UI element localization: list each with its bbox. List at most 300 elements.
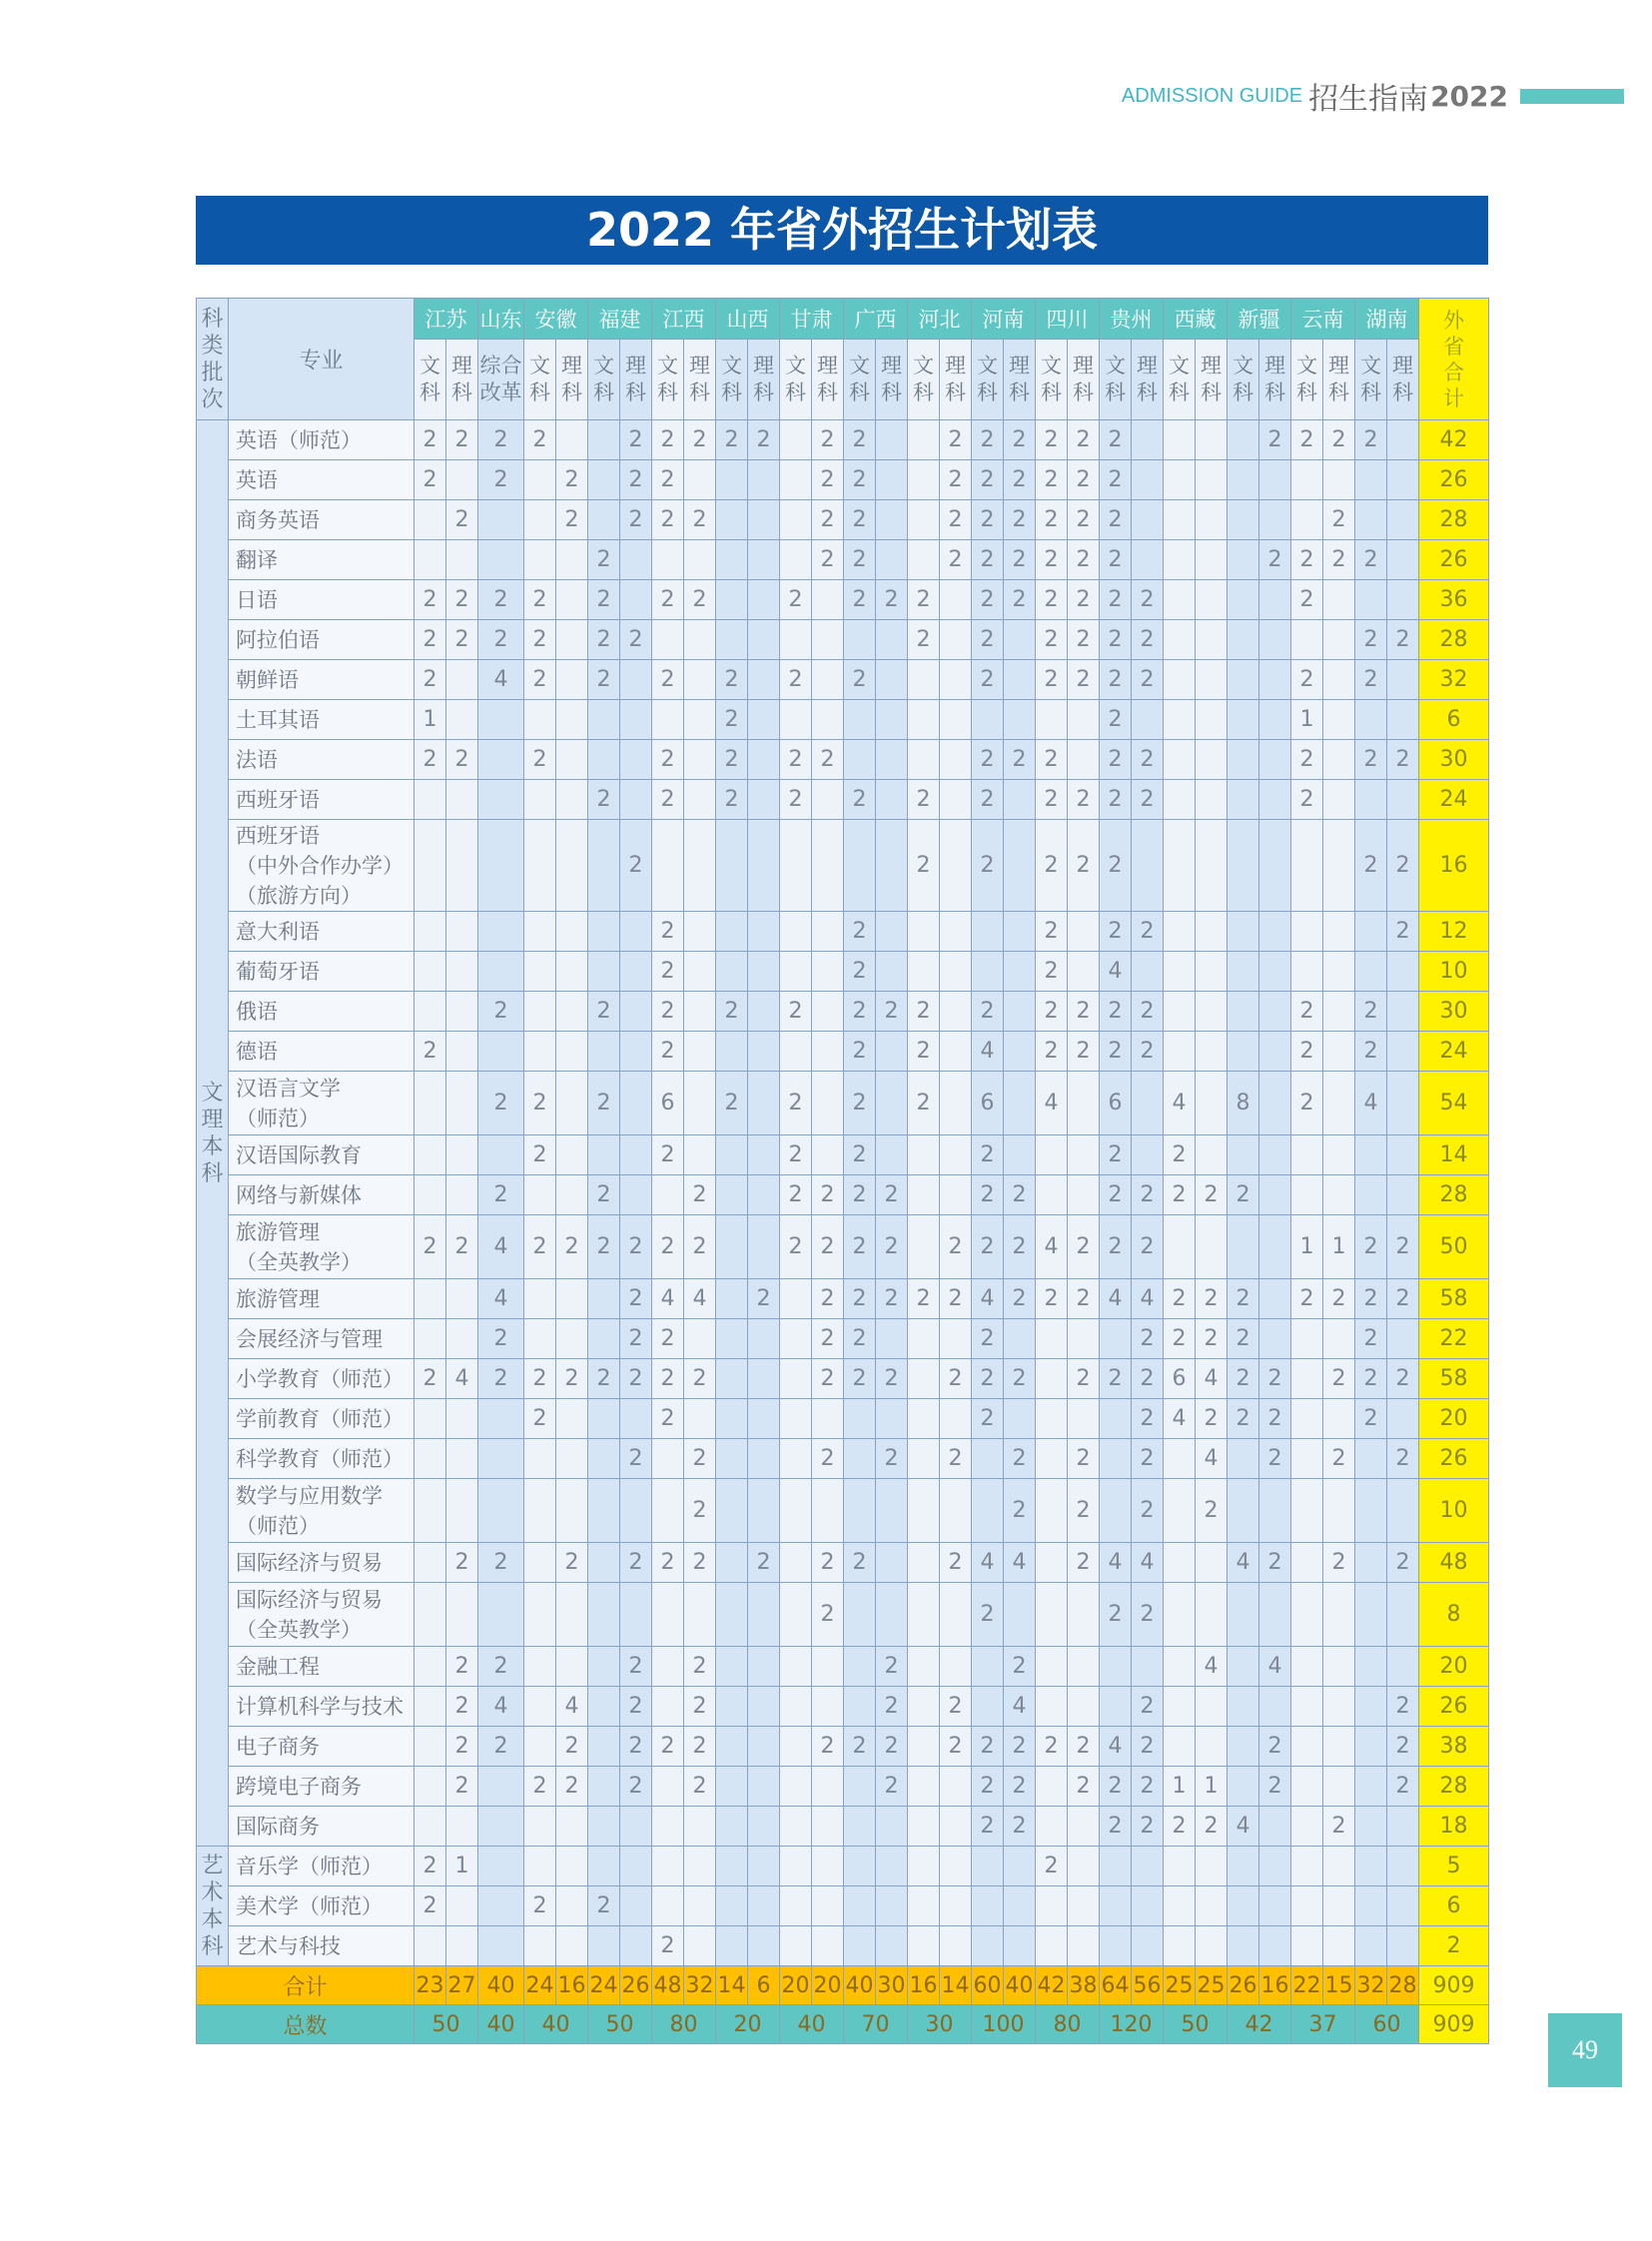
quota-cell	[1355, 1687, 1387, 1727]
row-total-cell: 24	[1419, 780, 1489, 820]
quota-cell	[908, 1727, 940, 1767]
quota-cell	[1036, 1647, 1068, 1687]
sum-cell: 40	[478, 1966, 524, 2005]
quota-cell	[446, 1135, 478, 1175]
quota-cell	[748, 660, 780, 700]
subject-header: 文 科	[780, 340, 812, 420]
quota-cell	[812, 992, 844, 1032]
major-name: 旅游管理	[229, 1279, 414, 1319]
table-row	[197, 740, 1489, 780]
quota-cell	[780, 700, 812, 740]
quota-cell	[876, 1847, 908, 1886]
quota-cell: 2	[478, 420, 524, 460]
quota-cell	[414, 1543, 446, 1583]
sum-label: 合计	[197, 1966, 414, 2005]
quota-cell	[446, 1439, 478, 1479]
quota-cell	[1323, 1175, 1355, 1215]
quota-cell: 2	[1132, 1359, 1164, 1399]
quota-cell: 2	[1291, 992, 1323, 1032]
quota-cell	[414, 1399, 446, 1439]
quota-cell	[1068, 1807, 1100, 1847]
quota-cell: 2	[1004, 1175, 1036, 1215]
row-total-cell: 50	[1419, 1215, 1489, 1279]
quota-cell	[1259, 1215, 1291, 1279]
quota-cell: 2	[1132, 1215, 1164, 1279]
quota-cell: 2	[652, 420, 684, 460]
quota-cell	[748, 1727, 780, 1767]
quota-cell	[1132, 1886, 1164, 1926]
quota-cell	[1291, 1926, 1323, 1966]
subject-header: 理 科	[446, 340, 478, 420]
quota-cell	[1291, 1439, 1323, 1479]
quota-cell: 2	[1100, 580, 1132, 620]
quota-cell: 4	[1228, 1807, 1259, 1847]
table-row	[197, 420, 1489, 460]
quota-cell	[1164, 700, 1196, 740]
quota-cell	[908, 1647, 940, 1687]
quota-cell	[1291, 1583, 1323, 1647]
quota-cell	[620, 1032, 652, 1072]
province-total-cell: 50	[588, 2005, 652, 2044]
quota-cell	[844, 1886, 876, 1926]
quota-cell: 2	[1387, 1279, 1419, 1319]
quota-cell	[1323, 1479, 1355, 1543]
quota-cell	[972, 1479, 1004, 1543]
quota-cell	[748, 1767, 780, 1807]
quota-cell	[716, 1926, 748, 1966]
quota-cell: 2	[556, 1359, 588, 1399]
quota-cell	[1100, 1399, 1132, 1439]
quota-cell	[1132, 540, 1164, 580]
quota-cell	[908, 540, 940, 580]
quota-cell: 4	[1196, 1359, 1228, 1399]
quota-cell: 2	[1004, 500, 1036, 540]
quota-cell	[1323, 580, 1355, 620]
quota-cell	[620, 1175, 652, 1215]
quota-cell	[1228, 820, 1259, 912]
quota-cell	[1164, 780, 1196, 820]
quota-cell	[446, 1319, 478, 1359]
quota-cell	[940, 1135, 972, 1175]
sum-cell: 32	[1355, 1966, 1387, 2005]
quota-cell	[684, 1926, 716, 1966]
quota-cell	[1387, 1399, 1419, 1439]
quota-cell	[620, 780, 652, 820]
quota-cell	[1355, 1543, 1387, 1583]
table-row	[197, 700, 1489, 740]
quota-cell: 2	[1323, 1279, 1355, 1319]
quota-cell	[1291, 820, 1323, 912]
quota-cell	[684, 780, 716, 820]
quota-cell	[748, 460, 780, 500]
quota-cell: 2	[652, 1543, 684, 1583]
quota-cell: 2	[652, 1399, 684, 1439]
quota-cell	[1228, 1215, 1259, 1279]
major-name: 旅游管理 （全英教学）	[229, 1215, 414, 1279]
quota-cell: 2	[1100, 1135, 1132, 1175]
quota-cell: 2	[940, 1543, 972, 1583]
quota-cell: 2	[1036, 620, 1068, 660]
quota-cell: 2	[940, 460, 972, 500]
quota-cell: 2	[812, 1543, 844, 1583]
quota-cell: 2	[780, 740, 812, 780]
quota-cell: 2	[1068, 780, 1100, 820]
quota-cell	[652, 1647, 684, 1687]
quota-cell	[780, 912, 812, 952]
quota-cell: 6	[652, 1072, 684, 1135]
quota-cell: 2	[1259, 1767, 1291, 1807]
quota-cell	[780, 1279, 812, 1319]
quota-cell	[844, 1479, 876, 1543]
quota-cell	[446, 1583, 478, 1647]
quota-cell	[684, 1847, 716, 1886]
row-total-cell: 18	[1419, 1807, 1489, 1847]
quota-cell: 2	[620, 1279, 652, 1319]
quota-cell: 2	[1068, 580, 1100, 620]
quota-cell: 2	[414, 1032, 446, 1072]
quota-cell: 2	[876, 1767, 908, 1807]
sum-cell: 40	[1004, 1966, 1036, 2005]
quota-cell	[588, 1583, 620, 1647]
quota-cell: 1	[1323, 1215, 1355, 1279]
major-name: 网络与新媒体	[229, 1175, 414, 1215]
quota-cell	[876, 540, 908, 580]
quota-cell: 2	[620, 1647, 652, 1687]
quota-cell: 2	[1355, 540, 1387, 580]
table-row	[197, 660, 1489, 700]
quota-cell	[588, 460, 620, 500]
quota-cell	[844, 1687, 876, 1727]
quota-cell	[940, 1847, 972, 1886]
major-name: 法语	[229, 740, 414, 780]
province-total-cell: 40	[780, 2005, 844, 2044]
quota-cell	[876, 1032, 908, 1072]
quota-cell	[1164, 420, 1196, 460]
quota-cell: 2	[940, 1359, 972, 1399]
sum-cell: 16	[1259, 1966, 1291, 2005]
quota-cell	[478, 780, 524, 820]
quota-cell	[620, 660, 652, 700]
quota-cell	[908, 1175, 940, 1215]
quota-cell	[1228, 780, 1259, 820]
quota-cell	[524, 500, 556, 540]
table-row	[197, 1886, 1489, 1926]
quota-cell: 2	[684, 420, 716, 460]
quota-cell: 2	[972, 780, 1004, 820]
table-row	[197, 1319, 1489, 1359]
quota-cell	[524, 1647, 556, 1687]
quota-cell: 2	[446, 1215, 478, 1279]
quota-cell: 2	[1132, 1767, 1164, 1807]
quota-cell	[1196, 1687, 1228, 1727]
province-total-cell: 37	[1291, 2005, 1355, 2044]
quota-cell: 4	[972, 1279, 1004, 1319]
quota-cell	[1259, 700, 1291, 740]
quota-cell	[446, 1479, 478, 1543]
quota-cell	[414, 1926, 446, 1966]
row-total-cell: 48	[1419, 1543, 1489, 1583]
quota-cell	[1323, 1135, 1355, 1175]
quota-cell	[1196, 952, 1228, 992]
quota-cell	[748, 1215, 780, 1279]
quota-cell: 2	[1068, 1767, 1100, 1807]
major-name: 翻译	[229, 540, 414, 580]
quota-cell: 2	[972, 1399, 1004, 1439]
quota-cell	[588, 1727, 620, 1767]
row-total-cell: 5	[1419, 1847, 1489, 1886]
quota-cell	[1196, 420, 1228, 460]
quota-cell: 2	[1132, 660, 1164, 700]
quota-cell: 2	[1355, 660, 1387, 700]
quota-cell: 2	[780, 660, 812, 700]
quota-cell	[446, 1072, 478, 1135]
quota-cell	[1228, 540, 1259, 580]
quota-cell	[556, 740, 588, 780]
table-row	[197, 620, 1489, 660]
quota-cell: 2	[1323, 420, 1355, 460]
quota-cell	[556, 992, 588, 1032]
quota-cell	[748, 992, 780, 1032]
quota-cell	[556, 912, 588, 952]
quota-cell: 2	[588, 620, 620, 660]
quota-cell	[780, 1479, 812, 1543]
quota-cell	[1196, 580, 1228, 620]
quota-cell	[844, 1439, 876, 1479]
quota-cell	[478, 1479, 524, 1543]
quota-cell	[1228, 952, 1259, 992]
quota-cell: 1	[446, 1847, 478, 1886]
quota-cell	[1036, 1886, 1068, 1926]
quota-cell: 1	[1164, 1767, 1196, 1807]
major-name: 国际商务	[229, 1807, 414, 1847]
quota-cell	[652, 620, 684, 660]
quota-cell	[844, 1767, 876, 1807]
sum-cell: 28	[1387, 1966, 1419, 2005]
quota-cell	[1323, 780, 1355, 820]
province-header: 河北	[908, 299, 972, 340]
quota-cell: 2	[1068, 500, 1100, 540]
quota-cell: 2	[556, 500, 588, 540]
quota-cell: 2	[716, 740, 748, 780]
row-total-cell: 12	[1419, 912, 1489, 952]
quota-cell	[1100, 1647, 1132, 1687]
quota-cell: 2	[1068, 540, 1100, 580]
quota-cell	[940, 912, 972, 952]
quota-cell	[1004, 952, 1036, 992]
quota-cell	[1196, 820, 1228, 912]
quota-cell: 2	[446, 740, 478, 780]
quota-cell	[908, 1926, 940, 1966]
quota-cell: 2	[972, 660, 1004, 700]
subject-header: 理 科	[556, 340, 588, 420]
row-total-cell: 38	[1419, 1727, 1489, 1767]
table-row	[197, 1032, 1489, 1072]
quota-cell: 2	[1004, 1215, 1036, 1279]
quota-cell	[1036, 1175, 1068, 1215]
quota-cell: 2	[1100, 992, 1132, 1032]
quota-cell: 2	[620, 1687, 652, 1727]
quota-cell	[588, 1399, 620, 1439]
subject-header: 文 科	[1164, 340, 1196, 420]
quota-cell: 2	[478, 1647, 524, 1687]
quota-cell	[1100, 1847, 1132, 1886]
quota-cell: 2	[1387, 912, 1419, 952]
quota-cell	[478, 1399, 524, 1439]
quota-cell: 6	[1164, 1359, 1196, 1399]
quota-cell	[1100, 1687, 1132, 1727]
quota-cell: 2	[1387, 620, 1419, 660]
quota-cell	[908, 1439, 940, 1479]
sum-row	[197, 1966, 1489, 2005]
row-total-cell: 58	[1419, 1359, 1489, 1399]
quota-cell	[1259, 1687, 1291, 1727]
quota-cell: 2	[972, 1807, 1004, 1847]
quota-cell	[588, 1767, 620, 1807]
quota-cell	[524, 952, 556, 992]
quota-cell	[876, 912, 908, 952]
quota-cell	[876, 1543, 908, 1583]
sum-cell: 15	[1323, 1966, 1355, 2005]
quota-cell	[1259, 580, 1291, 620]
table-row	[197, 1072, 1489, 1135]
table-row	[197, 1279, 1489, 1319]
quota-cell	[908, 1399, 940, 1439]
quota-cell: 2	[524, 1072, 556, 1135]
quota-cell	[716, 912, 748, 952]
subject-header: 理 科	[1259, 340, 1291, 420]
quota-cell: 2	[414, 1215, 446, 1279]
quota-cell: 2	[1100, 820, 1132, 912]
quota-cell	[748, 1439, 780, 1479]
quota-cell	[780, 420, 812, 460]
quota-cell	[780, 1399, 812, 1439]
sum-cell: 40	[844, 1966, 876, 2005]
quota-cell: 2	[1036, 820, 1068, 912]
quota-cell	[1164, 992, 1196, 1032]
quota-cell: 2	[478, 460, 524, 500]
row-total-cell: 20	[1419, 1399, 1489, 1439]
quota-cell	[940, 1319, 972, 1359]
quota-cell: 2	[524, 1399, 556, 1439]
quota-cell	[1132, 1847, 1164, 1886]
quota-cell	[1355, 1583, 1387, 1647]
quota-cell	[876, 1399, 908, 1439]
quota-cell: 2	[478, 1319, 524, 1359]
quota-cell: 4	[684, 1279, 716, 1319]
quota-cell	[1259, 1583, 1291, 1647]
quota-cell: 2	[1132, 1687, 1164, 1727]
quota-cell	[1228, 1687, 1259, 1727]
quota-cell: 2	[1355, 1215, 1387, 1279]
quota-cell	[1228, 420, 1259, 460]
quota-cell	[908, 952, 940, 992]
quota-cell: 2	[844, 912, 876, 952]
quota-cell	[1196, 780, 1228, 820]
quota-cell	[812, 1479, 844, 1543]
quota-cell	[1355, 1767, 1387, 1807]
quota-cell	[1164, 912, 1196, 952]
quota-cell: 6	[972, 1072, 1004, 1135]
quota-cell	[652, 1807, 684, 1847]
sum-cell: 38	[1068, 1966, 1100, 2005]
quota-cell	[876, 820, 908, 912]
quota-cell: 4	[1196, 1647, 1228, 1687]
quota-cell: 2	[780, 780, 812, 820]
quota-cell	[556, 700, 588, 740]
quota-cell	[1164, 1687, 1196, 1727]
quota-cell	[684, 620, 716, 660]
quota-cell	[414, 1807, 446, 1847]
quota-cell: 2	[620, 460, 652, 500]
table-row	[197, 500, 1489, 540]
quota-cell: 2	[1387, 1727, 1419, 1767]
row-total-cell: 10	[1419, 952, 1489, 992]
quota-cell	[684, 540, 716, 580]
quota-cell	[908, 1847, 940, 1886]
quota-cell: 2	[684, 1479, 716, 1543]
province-header: 贵州	[1100, 299, 1164, 340]
quota-cell	[1132, 1647, 1164, 1687]
quota-cell: 2	[812, 1175, 844, 1215]
major-name: 英语	[229, 460, 414, 500]
sum-cell: 6	[748, 1966, 780, 2005]
grand-total-label: 总数	[197, 2005, 414, 2044]
major-name: 土耳其语	[229, 700, 414, 740]
quota-cell: 2	[446, 420, 478, 460]
major-name: 数学与应用数学 （师范）	[229, 1479, 414, 1543]
quota-cell: 2	[748, 1543, 780, 1583]
quota-cell	[524, 1543, 556, 1583]
quota-cell	[1228, 912, 1259, 952]
quota-cell	[1355, 1647, 1387, 1687]
row-total-cell: 58	[1419, 1279, 1489, 1319]
grand-total-row	[197, 2005, 1489, 2044]
quota-cell	[1036, 1319, 1068, 1359]
quota-cell	[1132, 460, 1164, 500]
quota-cell	[1323, 820, 1355, 912]
quota-cell	[1196, 700, 1228, 740]
quota-cell: 2	[1036, 460, 1068, 500]
quota-cell	[1323, 740, 1355, 780]
quota-cell	[876, 1583, 908, 1647]
province-total-cell: 60	[1355, 2005, 1419, 2044]
quota-cell	[1004, 1886, 1036, 1926]
quota-cell	[478, 1767, 524, 1807]
table-row	[197, 1807, 1489, 1847]
quota-cell: 2	[972, 1319, 1004, 1359]
quota-cell	[940, 1175, 972, 1215]
header-english: ADMISSION GUIDE	[1121, 84, 1303, 107]
quota-cell	[812, 1399, 844, 1439]
quota-cell	[1132, 1135, 1164, 1175]
quota-cell	[1164, 1479, 1196, 1543]
row-total-cell: 26	[1419, 540, 1489, 580]
quota-cell	[446, 952, 478, 992]
quota-cell	[620, 1135, 652, 1175]
province-header: 福建	[588, 299, 652, 340]
subject-header: 文 科	[908, 340, 940, 420]
quota-cell	[556, 540, 588, 580]
quota-cell	[1291, 1886, 1323, 1926]
quota-cell: 2	[1004, 580, 1036, 620]
quota-cell	[876, 1807, 908, 1847]
quota-cell: 2	[1323, 1543, 1355, 1583]
quota-cell	[652, 1583, 684, 1647]
quota-cell: 2	[876, 992, 908, 1032]
row-total-cell: 28	[1419, 1175, 1489, 1215]
quota-cell: 2	[684, 1767, 716, 1807]
quota-cell	[780, 1583, 812, 1647]
